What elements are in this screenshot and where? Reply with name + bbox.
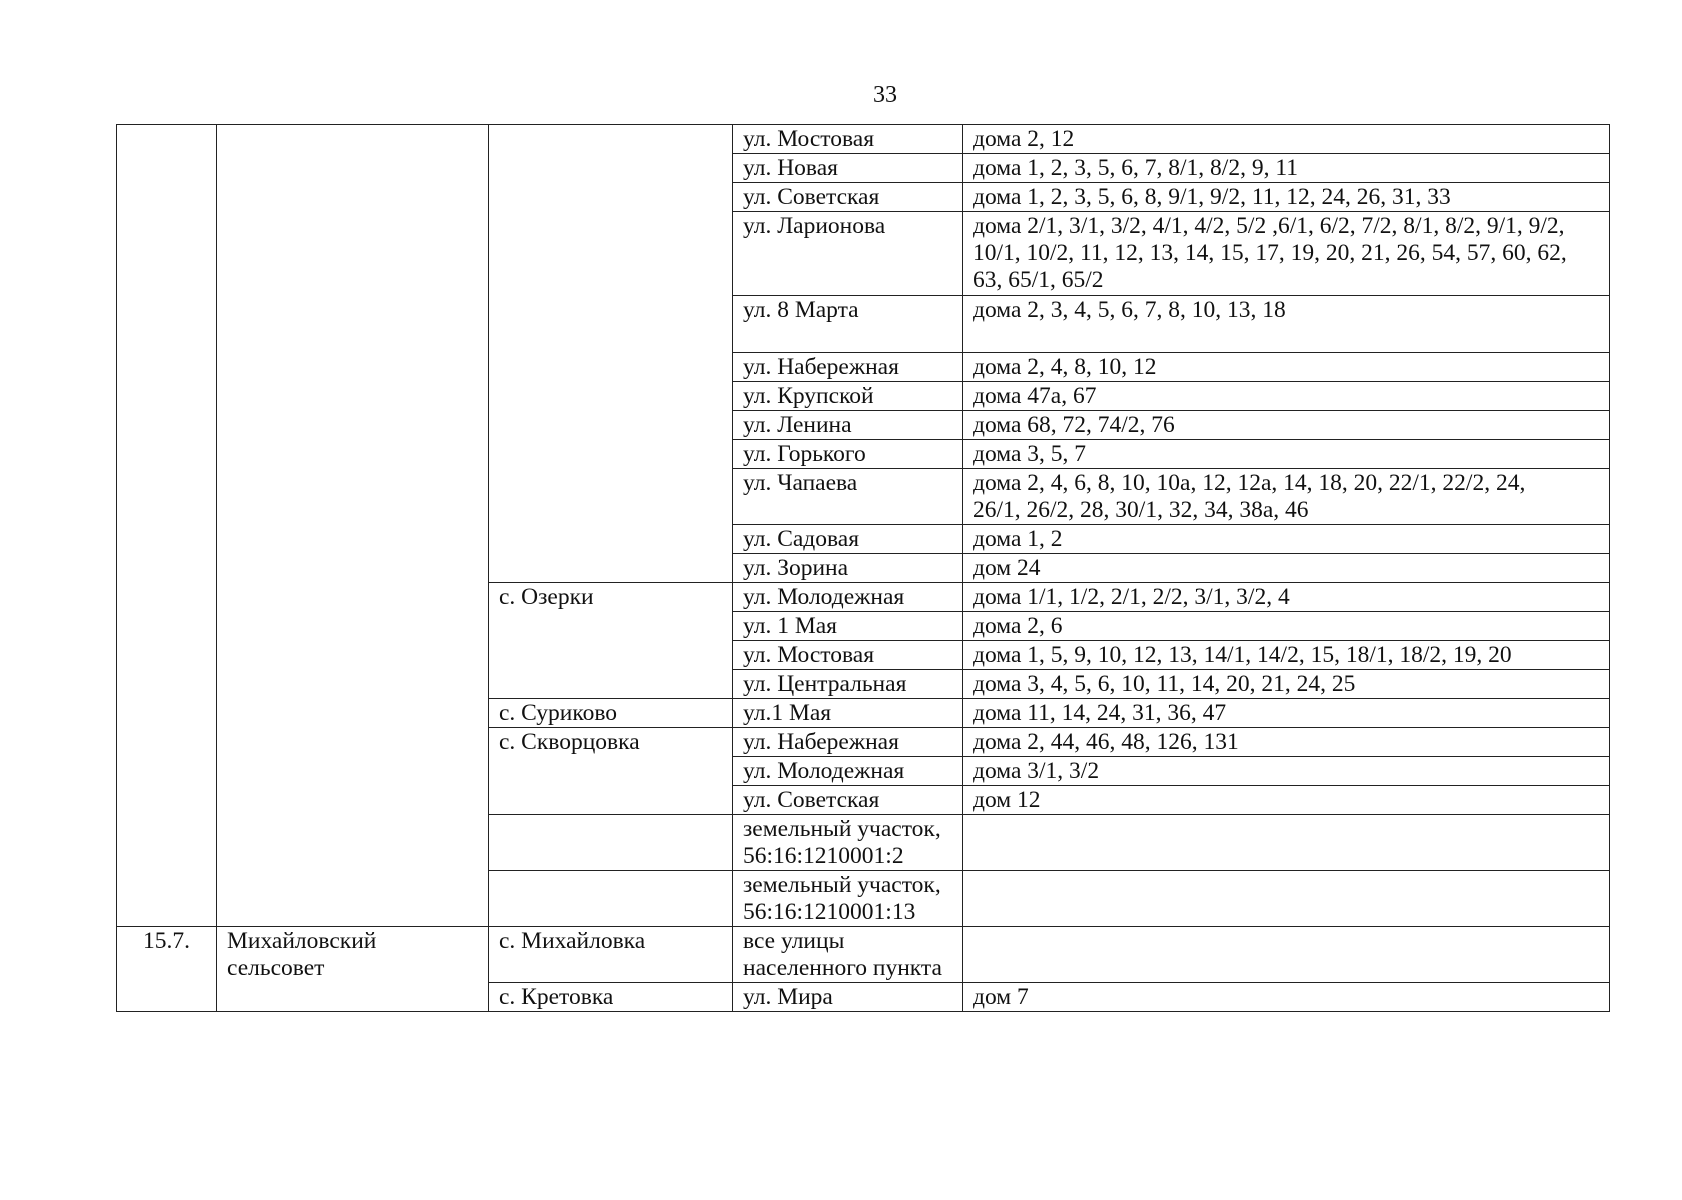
houses-cell: дома 2, 12 xyxy=(963,125,1610,154)
street-cell: ул. Ларионова xyxy=(733,212,963,296)
street-line: все улицы xyxy=(743,928,845,954)
street-line: земельный участок, xyxy=(743,816,941,842)
houses-line: 63, 65/1, 65/2 xyxy=(973,267,1104,293)
houses-cell xyxy=(963,469,1610,525)
settlement-cell xyxy=(489,125,733,583)
street-cell: ул. Мостовая xyxy=(733,641,963,670)
houses-line: дома 2/1, 3/1, 3/2, 4/1, 4/2, 5/2 ,6/1, 6/2, 7/2, 8/1, 8/2, 9/1, 9/2, xyxy=(973,213,1565,239)
settlement-cell: с. Кретовка xyxy=(489,983,733,1012)
street-cell: ул. Садовая xyxy=(733,525,963,554)
houses-cell: дома 1/1, 1/2, 2/1, 2/2, 3/1, 3/2, 4 xyxy=(963,583,1610,612)
houses-line: 10/1, 10/2, 11, 12, 13, 14, 15, 17, 19, 20, 21, 26, 54, 57, 60, 62, xyxy=(973,240,1567,266)
houses-cell: дом 24 xyxy=(963,554,1610,583)
houses-cell: дом 7 xyxy=(963,983,1610,1012)
row-number-cell: 15.7. xyxy=(117,927,217,1012)
street-cell xyxy=(733,927,963,983)
settlement-cell xyxy=(489,871,733,927)
settlement-cell: с. Михайловка xyxy=(489,927,733,983)
houses-cell: дома 2, 6 xyxy=(963,612,1610,641)
street-cell: ул. Крупской xyxy=(733,382,963,411)
settlement-cell: с. Озерки xyxy=(489,583,733,699)
houses-cell xyxy=(963,212,1610,296)
street-cell: ул. Зорина xyxy=(733,554,963,583)
council-cell xyxy=(217,927,489,1012)
houses-cell: дома 1, 2, 3, 5, 6, 8, 9/1, 9/2, 11, 12, 24, 26, 31, 33 xyxy=(963,183,1610,212)
street-cell xyxy=(733,815,963,871)
table-row xyxy=(117,927,1610,983)
street-cell: ул. Набережная xyxy=(733,353,963,382)
houses-cell: дома 47а, 67 xyxy=(963,382,1610,411)
street-cell: ул. Центральная xyxy=(733,670,963,699)
houses-cell: дом 12 xyxy=(963,786,1610,815)
settlement-cell: с. Скворцовка xyxy=(489,728,733,815)
council-cell xyxy=(217,125,489,927)
street-line: 56:16:1210001:13 xyxy=(743,899,916,925)
street-cell: ул. Молодежная xyxy=(733,583,963,612)
row-number-cell xyxy=(117,125,217,927)
houses-cell: дома 3/1, 3/2 xyxy=(963,757,1610,786)
houses-cell: дома 2, 44, 46, 48, 126, 131 xyxy=(963,728,1610,757)
street-cell: ул. 8 Марта xyxy=(733,296,963,353)
houses-cell xyxy=(963,927,1610,983)
street-cell: ул. Молодежная xyxy=(733,757,963,786)
houses-cell: дома 11, 14, 24, 31, 36, 47 xyxy=(963,699,1610,728)
street-cell: ул. Набережная xyxy=(733,728,963,757)
street-cell: ул. Мира xyxy=(733,983,963,1012)
houses-cell: дома 3, 5, 7 xyxy=(963,440,1610,469)
street-cell: ул. Новая xyxy=(733,154,963,183)
table-row xyxy=(117,125,1610,154)
houses-cell: дома 68, 72, 74/2, 76 xyxy=(963,411,1610,440)
street-cell: ул. Горького xyxy=(733,440,963,469)
houses-cell: дома 1, 5, 9, 10, 12, 13, 14/1, 14/2, 15, 18/1, 18/2, 19, 20 xyxy=(963,641,1610,670)
houses-cell: дома 2, 4, 8, 10, 12 xyxy=(963,353,1610,382)
street-line: населенного пункта xyxy=(743,955,942,981)
street-line: 56:16:1210001:2 xyxy=(743,843,904,869)
address-table xyxy=(116,124,1610,1012)
street-cell xyxy=(733,871,963,927)
houses-cell: дома 1, 2 xyxy=(963,525,1610,554)
council-line: сельсовет xyxy=(227,955,325,981)
street-cell: ул. Ленина xyxy=(733,411,963,440)
houses-cell: дома 2, 3, 4, 5, 6, 7, 8, 10, 13, 18 xyxy=(963,296,1610,353)
settlement-cell: с. Суриково xyxy=(489,699,733,728)
settlement-cell xyxy=(489,815,733,871)
street-cell: ул. Советская xyxy=(733,183,963,212)
houses-line: 26/1, 26/2, 28, 30/1, 32, 34, 38а, 46 xyxy=(973,497,1309,523)
houses-cell xyxy=(963,815,1610,871)
houses-line: дома 2, 4, 6, 8, 10, 10а, 12, 12а, 14, 18, 20, 22/1, 22/2, 24, xyxy=(973,470,1526,496)
street-cell: ул.1 Мая xyxy=(733,699,963,728)
houses-cell: дома 3, 4, 5, 6, 10, 11, 14, 20, 21, 24, 25 xyxy=(963,670,1610,699)
street-line: земельный участок, xyxy=(743,872,941,898)
street-cell: ул. 1 Мая xyxy=(733,612,963,641)
street-cell: ул. Чапаева xyxy=(733,469,963,525)
houses-cell: дома 1, 2, 3, 5, 6, 7, 8/1, 8/2, 9, 11 xyxy=(963,154,1610,183)
page-number: 33 xyxy=(873,82,897,108)
street-cell: ул. Мостовая xyxy=(733,125,963,154)
houses-cell xyxy=(963,871,1610,927)
council-line: Михайловский xyxy=(227,928,377,954)
street-cell: ул. Советская xyxy=(733,786,963,815)
